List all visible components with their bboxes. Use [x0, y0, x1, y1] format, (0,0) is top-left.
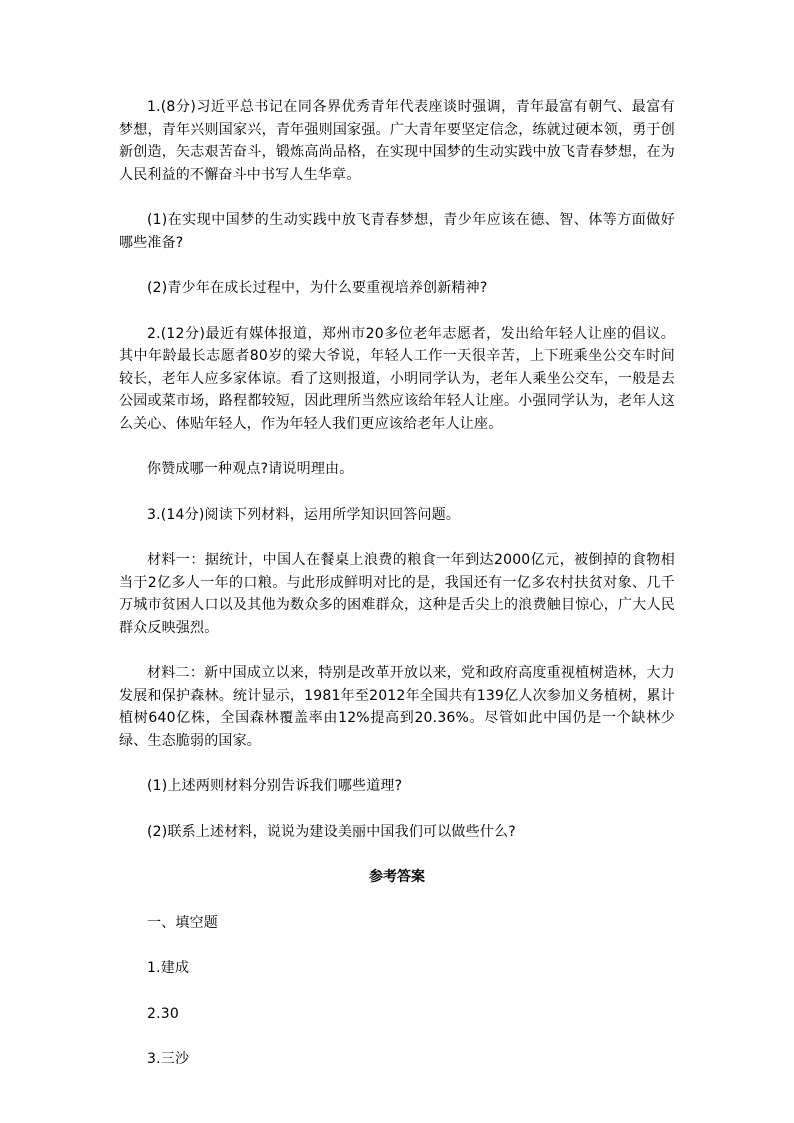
question-3-material-2: 材料二：新中国成立以来，特别是改革开放以来，党和政府高度重视植树造林，大力发展和保护森林。统计显示，1981年至2012年全国共有139亿人次参加义务植树，累计植树640亿株，全国森林覆盖率由12%提高到20.36%。尽管如此中国仍是一个缺林少绿、生态脆弱的国家。: [119, 665, 675, 749]
answers-heading: 参考答案: [369, 869, 425, 885]
question-1-sub-2: (2)青少年在成长过程中，为什么要重视培养创新精神?: [147, 280, 488, 296]
question-3-text: 3.(14分)阅读下列材料，运用所学知识回答问题。: [147, 506, 461, 523]
answer-item-3: 3.三沙: [147, 1051, 190, 1067]
question-3-sub-1: (1)上述两则材料分别告诉我们哪些道理?: [147, 778, 403, 794]
question-3-material-1: 材料一：据统计，中国人在餐桌上浪费的粮食一年到达2000亿元，被倒掉的食物相当于2亿多人一年的口粮。与此形成鲜明对比的是，我国还有一亿多农村扶贫对象、几千万城市贫困人口以及其他为数众多的困难群众，这种是舌尖上的浪费触目惊心，广大人民群众反映强烈。: [119, 552, 675, 636]
question-2-sub-1: 你赞成哪一种观点?请说明理由。: [147, 461, 354, 477]
question-2-text: 2.(12分)最近有媒体报道，郑州市20多位老年志愿者，发出给年轻人让座的倡议。其中年龄最长志愿者80岁的梁大爷说，年轻人工作一天很辛苦，上下班乘坐公交车时间较长，老年人应多家体谅。看了这则报道，小明同学认为，老年人乘坐公交车，一般是去公园或菜市场，路程都较短，因此理所当然应该给年轻人让座。小强同学认为，老年人这么关心、体贴年轻人，作为年轻人我们更应该给老年人让座。: [119, 325, 675, 432]
question-1-text: 1.(8分)习近平总书记在同各界优秀青年代表座谈时强调，青年最富有朝气、最富有梦想，青年兴则国家兴，青年强则国家强。广大青年要坚定信念，练就过硬本领，勇于创新创造，矢志艰苦奋斗，锻炼高尚品格，在实现中国梦的生动实践中放飞青春梦想，在为人民利益的不懈奋斗中书写人生华章。: [119, 99, 675, 183]
answer-item-1: 1.建成: [147, 960, 190, 976]
answer-item-2: 2.30: [147, 1005, 179, 1022]
document-content: [119, 96, 675, 1071]
answers-section-title: 一、填空题: [147, 914, 218, 931]
question-1-sub-1: (1)在实现中国梦的生动实践中放飞青春梦想，青少年应该在德、智、体等方面做好哪些准备?: [119, 212, 675, 251]
question-3-sub-2: (2)联系上述材料，说说为建设美丽中国我们可以做些什么?: [147, 823, 516, 840]
